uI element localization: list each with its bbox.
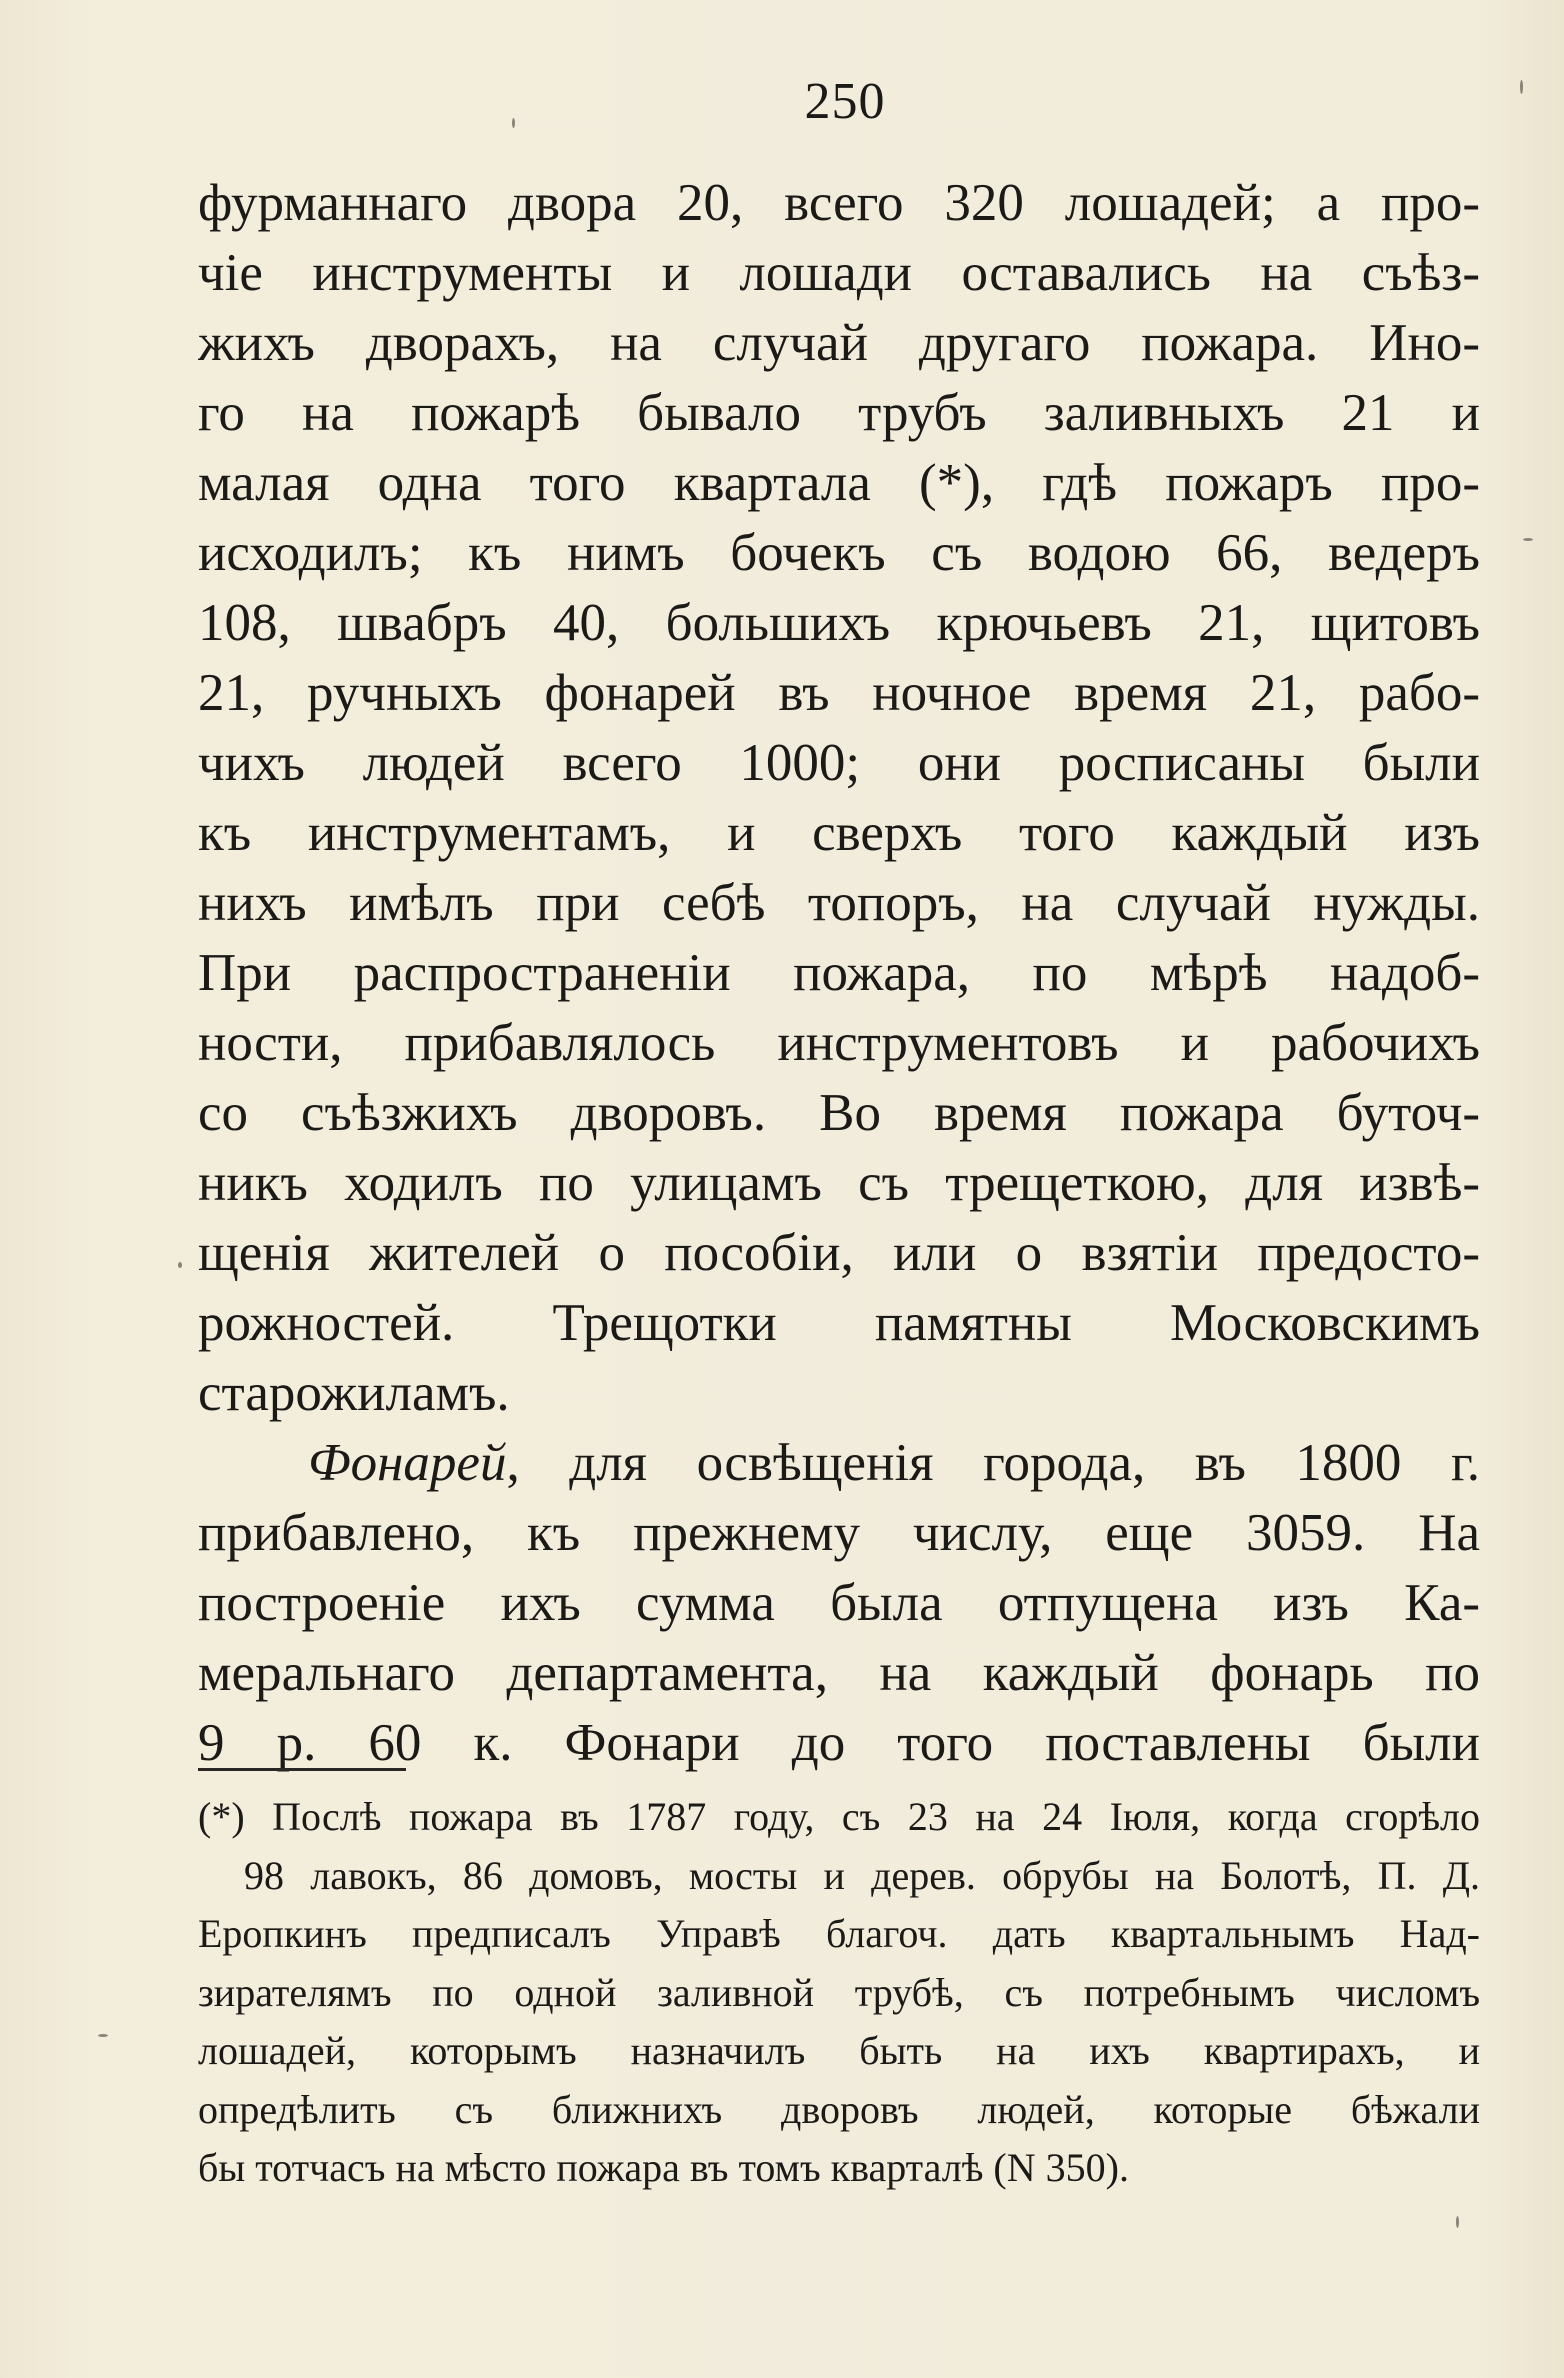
footnote-line: (*) Послѣ пожара въ 1787 году, съ 23 на 24 Іюля, когда сгорѣло — [198, 1794, 1480, 1839]
text-line: исходилъ; къ нимъ бочекъ съ водою 66, ведеръ — [198, 524, 1480, 582]
text-line: къ инструментамъ, и сверхъ того каждый изъ — [198, 804, 1480, 862]
text-line: фурманнаго двора 20, всего 320 лошадей; а про- — [198, 174, 1480, 232]
paper-speck — [512, 118, 515, 128]
italic-term: Фонарей — [308, 1434, 507, 1492]
text-line: щенія жителей о пособіи, или о взятіи предосто- — [198, 1224, 1480, 1282]
footnote-line: бы тотчасъ на мѣсто пожара въ томъ кварталѣ (N 350). — [198, 2145, 1129, 2190]
text-line: чіе инструменты и лошади оставались на съѣз- — [198, 244, 1480, 302]
text-line: чихъ людей всего 1000; они росписаны были — [198, 734, 1480, 792]
text-line: старожиламъ. — [198, 1364, 510, 1422]
text-line: 21, ручныхъ фонарей въ ночное время 21, рабо- — [198, 664, 1480, 722]
footnote-line: опредѣлить съ ближнихъ дворовъ людей, которые бѣжали — [198, 2086, 1480, 2132]
footnote-line: 98 лавокъ, 86 домовъ, мосты и дерев. обрубы на Болотѣ, П. Д. — [244, 1852, 1480, 1898]
text-line: никъ ходилъ по улицамъ съ трещеткою, для извѣ- — [198, 1154, 1480, 1212]
paper-speck — [178, 1262, 182, 1268]
text-line: го на пожарѣ бывало трубъ заливныхъ 21 и — [198, 384, 1480, 442]
text-line: малая одна того квартала (*), гдѣ пожаръ про- — [198, 454, 1480, 512]
paper-speck — [1520, 80, 1523, 94]
page-number: 250 — [804, 73, 886, 130]
text-line: При распространеніи пожара, по мѣрѣ надоб- — [198, 944, 1480, 1002]
paper-speck — [98, 2034, 108, 2037]
footnote — [198, 1788, 1480, 2198]
footnote-divider — [198, 1768, 406, 1771]
paper-speck — [1523, 538, 1533, 541]
paper-speck — [1456, 2216, 1459, 2228]
text-line: прибавлено, къ прежнему числу, еще 3059. На — [198, 1504, 1480, 1562]
text-line: со съѣзжихъ дворовъ. Во время пожара буточ- — [198, 1084, 1480, 1142]
text-line: жихъ дворахъ, на случай другаго пожара. Ино- — [198, 314, 1480, 372]
paragraph-start-line — [198, 1428, 1480, 1498]
text-line: 108, швабръ 40, большихъ крючьевъ 21, щитовъ — [198, 594, 1480, 652]
text-line: меральнаго департамента, на каждый фонарь по — [198, 1644, 1480, 1702]
text-line: ности, прибавлялось инструментовъ и рабочихъ — [198, 1014, 1480, 1072]
footnote-line: зирателямъ по одной заливной трубѣ, съ потребнымъ числомъ — [198, 1969, 1480, 2015]
text-line: нихъ имѣлъ при себѣ топоръ, на случай нужды. — [198, 874, 1480, 932]
footnote-line: Еропкинъ предписалъ Управѣ благоч. дать квартальнымъ Над- — [198, 1911, 1480, 1956]
text-fragment: , для освѣщенія города, въ 1800 г. — [506, 1434, 1480, 1492]
text-line: построеніе ихъ сумма была отпущена изъ Ка- — [198, 1574, 1480, 1632]
main-text — [198, 168, 1480, 1778]
text-line: рожностей. Трещотки памятны Московскимъ — [198, 1294, 1480, 1352]
footnote-line: лошадей, которымъ назначилъ быть на ихъ квартирахъ, и — [198, 2028, 1480, 2073]
text-line: 9 р. 60 к. Фонари до того поставлены были — [198, 1714, 1480, 1772]
